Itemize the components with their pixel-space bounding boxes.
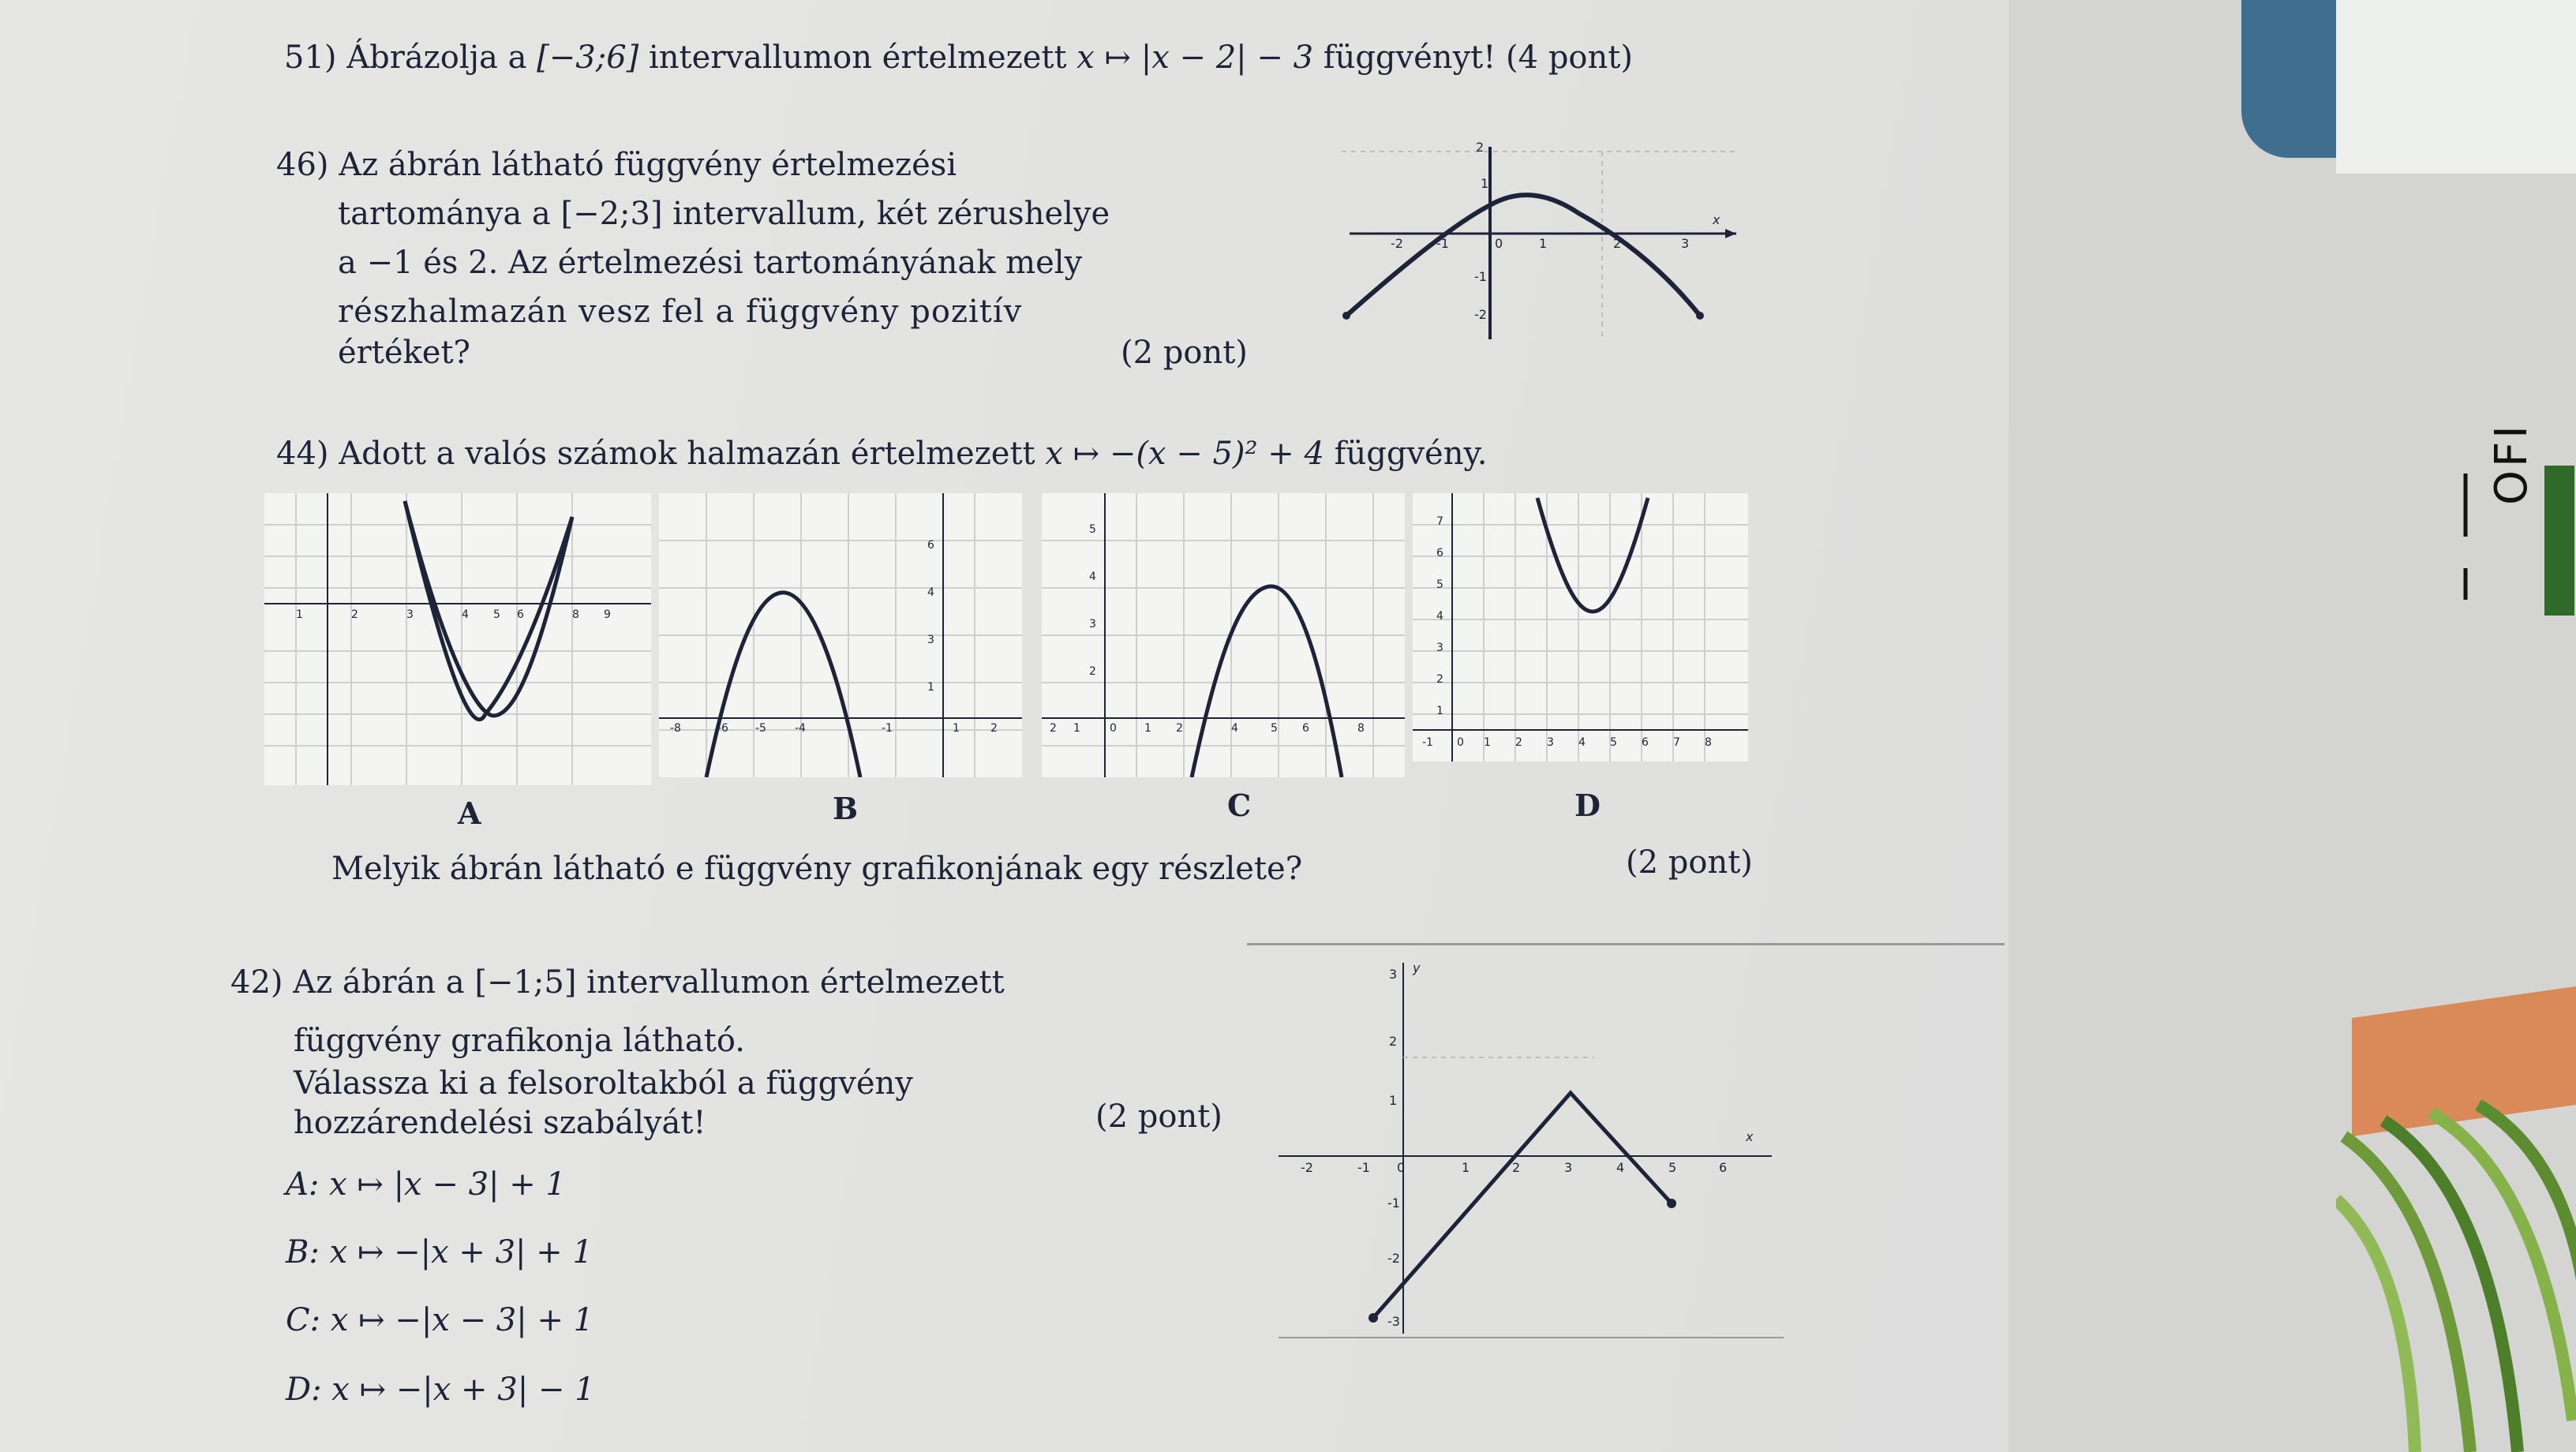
side-label: OFI [2486, 422, 2537, 505]
svg-text:-1: -1 [1436, 236, 1449, 251]
q42-points: (2 pont) [1095, 1098, 1222, 1135]
svg-text:1: 1 [1073, 722, 1080, 735]
svg-text:1: 1 [1462, 1160, 1470, 1175]
svg-text:x: x [1713, 212, 1720, 227]
svg-text:5: 5 [1436, 578, 1443, 591]
svg-text:1: 1 [296, 608, 303, 621]
svg-text:1: 1 [1436, 705, 1443, 717]
svg-text:9: 9 [604, 608, 611, 621]
q42-line-3: Válassza ki a felsoroltakból a függvény [294, 1065, 913, 1102]
q46-line-3: a −1 és 2. Az értelmezési tartományának mely [338, 245, 1083, 281]
svg-text:4: 4 [927, 586, 934, 599]
q51-text-c: függvényt! [1313, 39, 1496, 76]
svg-text:1: 1 [1389, 1093, 1398, 1108]
svg-text:1: 1 [1484, 736, 1491, 749]
svg-text:1: 1 [1481, 176, 1489, 191]
q44-a-curve [405, 501, 572, 716]
svg-text:2: 2 [1089, 665, 1096, 678]
svg-text:5: 5 [1668, 1160, 1677, 1175]
q44-d-curve [1537, 498, 1648, 612]
q51-text-b: intervallumon értelmezett [638, 39, 1077, 76]
svg-text:4: 4 [1616, 1160, 1625, 1175]
svg-text:6: 6 [517, 608, 524, 621]
svg-text:1: 1 [953, 722, 960, 735]
svg-text:2: 2 [351, 608, 358, 621]
svg-text:-2: -2 [1391, 236, 1403, 251]
q44-b-curve [706, 593, 860, 777]
q42-answer-d: D: x ↦ −|x + 3| − 1 [286, 1372, 595, 1408]
q44-option-c-label: C [1227, 788, 1252, 823]
q44-text-a: 44) Adott a valós számok halmazán értelmezett [276, 436, 1046, 472]
section-divider [1247, 943, 2005, 945]
svg-text:-2: -2 [1387, 1251, 1400, 1266]
svg-text:4: 4 [1089, 571, 1096, 583]
background-card [2336, 0, 2576, 174]
svg-text:-5: -5 [755, 722, 766, 735]
svg-text:7: 7 [1673, 736, 1680, 749]
svg-text:4: 4 [462, 608, 469, 621]
q44-c-curve [1192, 586, 1342, 777]
q44-points: (2 pont) [1626, 844, 1753, 881]
q44-graph-d [1413, 493, 1748, 762]
q44-option-b-label: B [833, 791, 859, 826]
svg-text:5: 5 [493, 608, 500, 621]
q46-line-1: 46) Az ábrán látható függvény értelmezési [276, 147, 957, 183]
svg-text:1: 1 [1144, 722, 1151, 735]
svg-text:5: 5 [1089, 523, 1096, 536]
q42-answer-c: C: x ↦ −|x − 3| + 1 [286, 1302, 594, 1338]
q44-graph-c [1042, 493, 1405, 777]
svg-text:8: 8 [1705, 736, 1712, 749]
svg-text:3: 3 [1436, 642, 1443, 654]
svg-text:2: 2 [990, 722, 998, 735]
q44-question: Melyik ábrán látható e függvény grafikonjának egy részlete? [331, 851, 1303, 887]
svg-text:1: 1 [1539, 236, 1548, 251]
q42-line-4: hozzárendelési szabályát! [294, 1105, 706, 1141]
svg-text:2: 2 [1515, 736, 1522, 749]
svg-text:-1: -1 [1357, 1160, 1370, 1175]
svg-text:4: 4 [1436, 610, 1443, 623]
q51-text-a: 51) Ábrázolja a [284, 39, 537, 76]
svg-text:0: 0 [1495, 236, 1503, 251]
svg-text:2: 2 [1613, 236, 1622, 251]
svg-text:y: y [1413, 960, 1421, 975]
q44-line [276, 436, 1487, 472]
q46-line-4: részhalmazán vesz fel a függvény pozitív [338, 294, 1023, 330]
svg-text:3: 3 [406, 608, 414, 621]
svg-text:-3: -3 [1387, 1314, 1400, 1329]
svg-text:8: 8 [572, 608, 579, 621]
q42-line-2: függvény grafikonja látható. [294, 1023, 745, 1059]
svg-text:5: 5 [1610, 736, 1617, 749]
q42-line-1: 42) Az ábrán a [−1;5] intervallumon értelmezett [230, 964, 1005, 1001]
svg-text:-1: -1 [1387, 1196, 1400, 1211]
q46-curve [1346, 195, 1700, 316]
q46-line-5: értéket? [338, 335, 470, 371]
q42-answer-b: B: x ↦ −|x + 3| + 1 [286, 1234, 593, 1270]
svg-text:-4: -4 [795, 722, 806, 735]
svg-text:6: 6 [1302, 722, 1309, 735]
svg-text:x: x [1746, 1129, 1754, 1144]
svg-text:-2: -2 [1474, 307, 1487, 322]
background-arcs [2336, 1089, 2576, 1452]
svg-text:7: 7 [1436, 515, 1443, 528]
svg-text:2: 2 [1389, 1034, 1398, 1049]
svg-text:-1: -1 [1474, 269, 1487, 284]
q44-option-d-label: D [1574, 788, 1601, 823]
q44-option-a-label: A [458, 795, 481, 831]
svg-text:2: 2 [1050, 722, 1057, 735]
svg-text:-6: -6 [717, 722, 728, 735]
q44-graph-a [264, 493, 651, 785]
svg-text:6: 6 [927, 539, 934, 552]
svg-text:6: 6 [1436, 547, 1443, 559]
svg-text:-1: -1 [882, 722, 893, 735]
q44-text-b: függvény. [1324, 436, 1488, 472]
q51-line [284, 39, 1633, 76]
svg-text:0: 0 [1397, 1160, 1406, 1175]
svg-text:3: 3 [1547, 736, 1554, 749]
q44-function: x ↦ −(x − 5)² + 4 [1045, 436, 1324, 472]
q46-graph [1342, 142, 1736, 347]
svg-text:5: 5 [1271, 722, 1278, 735]
svg-text:-2: -2 [1301, 1160, 1313, 1175]
q42-answer-a: A: x ↦ |x − 3| + 1 [286, 1166, 566, 1203]
q51-function: x ↦ |x − 2| − 3 [1076, 39, 1314, 76]
q44-graph-b [659, 493, 1022, 777]
svg-text:2: 2 [1476, 142, 1485, 155]
svg-text:-1: -1 [1422, 736, 1433, 749]
svg-text:0: 0 [1110, 722, 1117, 735]
svg-text:6: 6 [1642, 736, 1649, 749]
q42-graph [1279, 955, 1784, 1349]
svg-text:2: 2 [1176, 722, 1183, 735]
svg-text:3: 3 [1564, 1160, 1573, 1175]
svg-text:0: 0 [1457, 736, 1464, 749]
svg-text:4: 4 [1231, 722, 1238, 735]
q51-interval: [−3;6] [537, 39, 639, 76]
svg-text:-8: -8 [670, 722, 681, 735]
svg-text:2: 2 [1436, 673, 1443, 686]
q51-points: (4 pont) [1506, 39, 1633, 76]
svg-text:6: 6 [1719, 1160, 1728, 1175]
q46-points: (2 pont) [1121, 335, 1248, 371]
svg-text:3: 3 [927, 634, 934, 646]
q42-line-graph [1373, 1093, 1672, 1318]
svg-text:2: 2 [1512, 1160, 1521, 1175]
svg-text:3: 3 [1389, 967, 1398, 982]
svg-text:3: 3 [1089, 618, 1096, 631]
svg-text:4: 4 [1578, 736, 1586, 749]
svg-text:8: 8 [1357, 722, 1365, 735]
svg-text:3: 3 [1681, 236, 1690, 251]
svg-text:1: 1 [927, 681, 934, 694]
q46-line-2: tartománya a [−2;3] intervallum, két zérushelye [338, 196, 1110, 232]
